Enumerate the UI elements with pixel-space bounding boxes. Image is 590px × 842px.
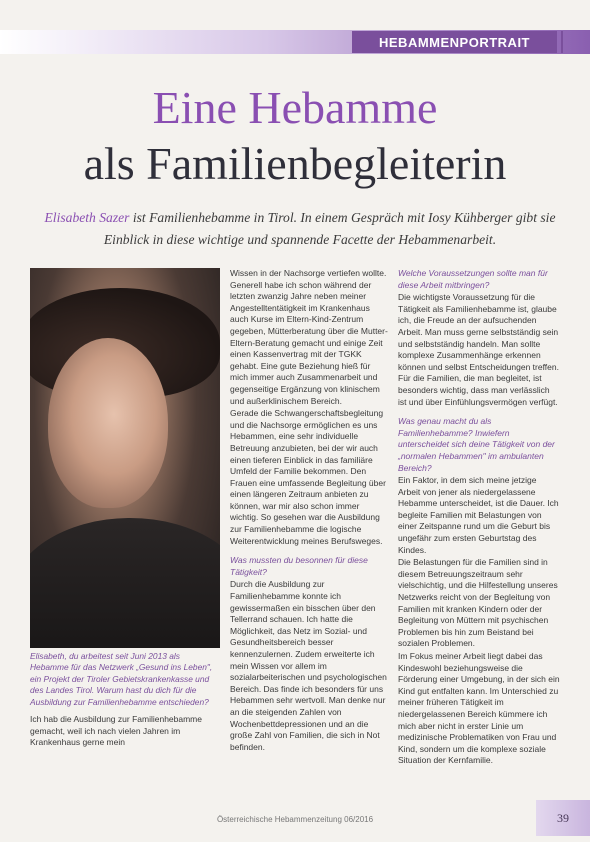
column-3-paragraph-1: Die wichtigste Voraussetzung für die Tätigkeit als Familienhebamme ist, glaube ich, die Freude an der aufsuchenden Arbeit. Man muss gerne selbstständig sein und selbstständig handeln. Man sollte komplexe Zusammenhänge erkennen können und selbst Entscheidungen treffen. Für die Familien, die man begleitet, ist besonders wichtig, dass man verlässlich ist und über Einfühlungsvermögen verfügt. xyxy=(398,292,559,407)
page-title-line2: als Familienbegleiterin xyxy=(83,138,507,189)
column-3-paragraph-3: Die Belastungen für die Familien sind in diesem Betreuungszeitraum sehr vielschichtig, und die Hilfestellung unseres Netzwerks reicht von der Begleitung von Familien mit kranken Kindern oder der Begleitung von Müttern mit psychischen Problemen bis hin zum Beistand bei sozialen Problemen. xyxy=(398,557,558,649)
column-2-question: Was mussten du besonnen für diese Tätigkeit? xyxy=(230,555,368,577)
lead-text: ist Familienhebamme in Tirol. In einem Gespräch mit Iosy Kühberger gibt sie Einblick in diese wichtige und spannende Facette der Hebammenarbeit. xyxy=(103,210,556,247)
column-3-paragraph-2: Ein Faktor, in dem sich meine jetzige Arbeit von jener als niedergelassene Hebamme unterscheidet, ist die Dauer. Ich begleite Familien mit Belastungen von einer Zeitspanne rund um die Geburt bis ungefähr zum ersten Geburtstag des Kindes. xyxy=(398,475,559,555)
column-2-paragraph-2: Gerade die Schwangerschaftsbegleitung und die Nachsorge ermöglichen es uns Hebammen, eine sehr individuelle Betreuung anzubieten, bei der wir auch einen tieferen Einblick in das familiäre Umfeld der Familie bekommen. Den Frauen eine umfassende Begleitung über einen längeren Zeitraum anbieten zu können, war mir also schon immer wichtig. So gesehen war die Ausbildung zur Familienhebamme die logische Weiterentwicklung meines Berufsweges. xyxy=(230,408,386,546)
page-number: 39 xyxy=(536,800,590,836)
section-label: HEBAMMENPORTRAIT xyxy=(352,31,557,53)
footer-journal-name: Österreichische Hebammenzeitung 06/2016 xyxy=(216,815,374,824)
lead-paragraph xyxy=(40,207,560,251)
column-3-question-1: Welche Voraussetzungen sollte man für diese Arbeit mitbringen? xyxy=(398,268,548,290)
portrait-photo xyxy=(30,268,220,648)
column-2 xyxy=(230,268,390,754)
column-1 xyxy=(30,714,220,750)
column-2-paragraph-1: Wissen in der Nachsorge vertiefen wollte. Generell habe ich schon während der letzten zwanzig Jahre neben meiner Angestelltentätigkeit im Krankenhaus auch Kurse im Eltern-Kind-Zentrum gegeben, Mütterberatung über die Mutter-Eltern-Beratung gemacht und einige Zeit einen Kassenvertrag mit der TGKK gehabt. Eine gute Beziehung hieß für mich immer auch Zusammenarbeit und gegenseitige Ergänzung von klinischem und außerklinischem Bereich. xyxy=(230,268,388,406)
column-3-question-2: Was genau macht du als Familienhebamme? Inwiefern unterscheidet sich deine Tätigkeit von der „normalen Hebammen" im ambulanten Bereich? xyxy=(398,416,555,473)
column-3-paragraph-4: Im Fokus meiner Arbeit liegt dabei das Kindeswohl beziehungsweise die Förderung einer Umgebung, in der sich ein Kind gut entfalten kann. Im Unterschied zu meiner früheren Tätigkeit im niedergelassenen Bereich kümmere ich mich aber nicht in erster Linie um medizinische Problematiken von Frau und Kind, sondern um die komplexe soziale Situation der Kernfamilie. xyxy=(398,651,560,766)
photo-shoulder xyxy=(30,518,220,648)
column-3 xyxy=(398,268,560,768)
page-title-line1: Eine Hebamme xyxy=(152,82,438,133)
photo-face xyxy=(48,338,168,508)
section-divider xyxy=(561,31,563,53)
column-1-paragraph: Ich hab die Ausbildung zur Familienhebamme gemacht, weil ich nach vielen Jahren im Krankenhaus gerne mein xyxy=(30,714,202,748)
photo-caption-question: Elisabeth, du arbeitest seit Juni 2013 als Hebamme für das Netzwerk „Gesund ins Leben", ein Projekt der Tiroler Gebietskrankenkasse und des Landes Tirol. Warum hast du dich für die Ausbildung zur Familienhebamme entschieden? xyxy=(30,651,213,707)
lead-author-name: Elisabeth Sazer xyxy=(44,210,130,225)
column-2-paragraph-3: Durch die Ausbildung zur Familienhebamme konnte ich gewissermaßen ein bisschen über den Tellerrand schauen. Ich hatte die Möglichkeit, das Netz im Sozial- und Gesundheitsbereich besser kennenzulernen. Zudem erweiterte ich mein Wissen vor allem im sozialarbeiterischen und psychologischen Bereich. Das finde ich besonders für uns Hebammen sehr wertvoll. Man denke nur an die steigenden Zahlen von Wochenbettdepressionen und an die große Zahl von Familien, die sich in Not befinden. xyxy=(230,579,387,752)
